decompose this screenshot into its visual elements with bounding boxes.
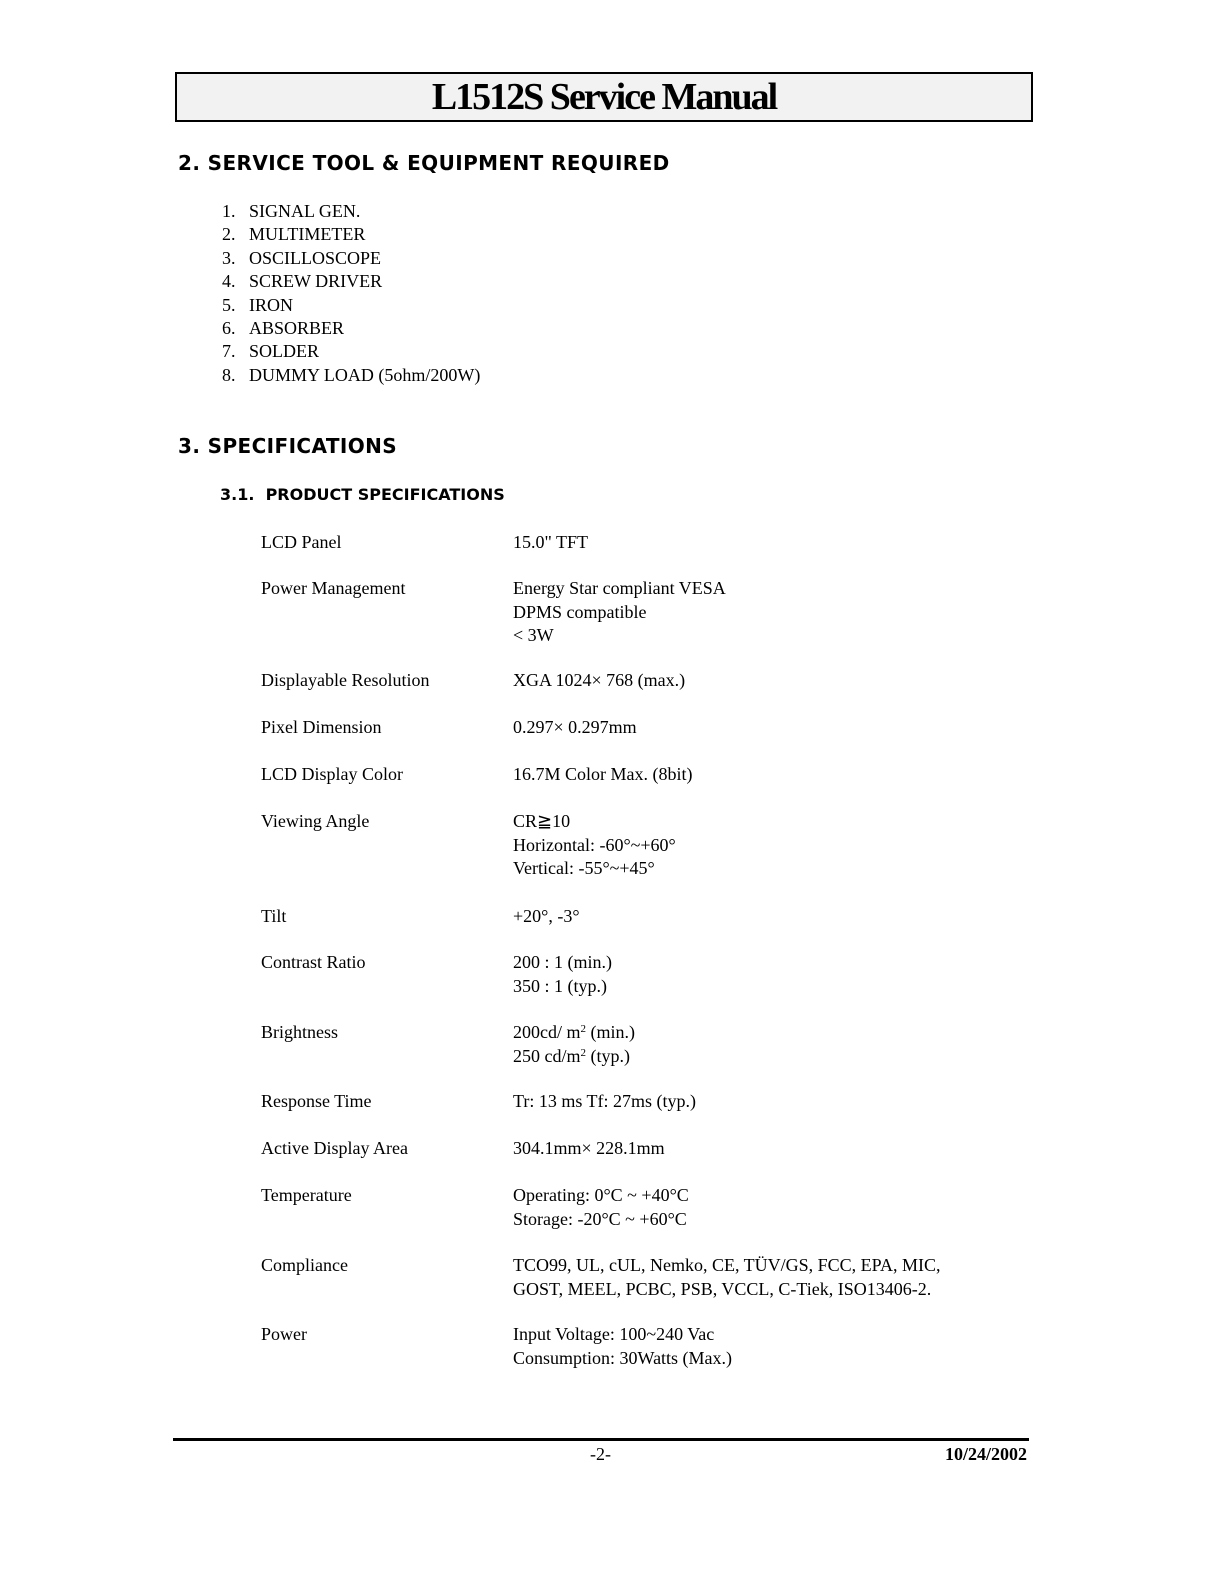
list-text: ABSORBER <box>249 318 345 339</box>
list-number: 8. <box>222 364 236 385</box>
list-number: 5. <box>222 294 236 315</box>
spec-value <box>513 1254 1021 1301</box>
spec-value <box>513 810 1021 881</box>
footer-date: 10/24/2002 <box>944 1444 1027 1464</box>
spec-label: Displayable Resolution <box>261 670 430 690</box>
spec-value-line: GOST, MEEL, PCBC, PSB, VCCL, C-Tiek, ISO13406-2. <box>513 1278 932 1299</box>
footer-rule <box>173 1438 1029 1441</box>
spec-value-line <box>513 1045 1021 1069</box>
spec-row-lcd-panel <box>261 531 1021 555</box>
spec-value-line: XGA 1024× 768 (max.) <box>513 670 686 690</box>
list-text: SCREW DRIVER <box>249 271 383 292</box>
spec-label: Active Display Area <box>261 1138 408 1158</box>
brightness-min-suffix: (min.) <box>586 1022 635 1042</box>
list-item <box>222 270 480 293</box>
spec-value-line: 0.297× 0.297mm <box>513 717 637 737</box>
section-2-heading: 2. SERVICE TOOL & EQUIPMENT REQUIRED <box>178 151 670 175</box>
spec-row-tilt <box>261 905 1021 929</box>
list-text: SIGNAL GEN. <box>249 201 361 221</box>
spec-row-brightness <box>261 1021 1021 1068</box>
spec-label: LCD Display Color <box>261 764 403 784</box>
superscript: 2 <box>580 1023 586 1035</box>
spec-value <box>513 577 1021 648</box>
spec-value-line: < 3W <box>513 625 554 645</box>
list-number: 7. <box>222 341 236 362</box>
spec-row-response-time <box>261 1090 1021 1114</box>
page-number: -2- <box>590 1444 611 1464</box>
tool-list <box>222 200 480 387</box>
spec-row-power <box>261 1323 1021 1370</box>
spec-label: Response Time <box>261 1091 372 1111</box>
spec-value-line: Energy Star compliant VESA <box>513 578 726 598</box>
list-item <box>222 317 480 340</box>
superscript: 2 <box>580 1046 586 1059</box>
spec-value <box>513 1021 1021 1068</box>
spec-value-line: 200 : 1 (min.) <box>513 952 612 972</box>
spec-value <box>513 531 1021 555</box>
spec-label: Compliance <box>261 1255 348 1275</box>
spec-value-line: 16.7M Color Max. (8bit) <box>513 764 693 784</box>
spec-row-active-display-area <box>261 1137 1021 1161</box>
spec-value-line: 15.0" TFT <box>513 532 589 552</box>
section-3-1-heading: 3.1. PRODUCT SPECIFICATIONS <box>220 485 505 504</box>
spec-value-line: CR≧10 <box>513 811 571 831</box>
list-text: MULTIMETER <box>249 224 366 245</box>
spec-value <box>513 763 1021 787</box>
spec-row-power-management <box>261 577 1021 648</box>
list-item <box>222 294 480 317</box>
spec-row-viewing-angle <box>261 810 1021 881</box>
list-number: 1. <box>222 201 236 221</box>
spec-value-line: 304.1mm× 228.1mm <box>513 1138 665 1158</box>
spec-value <box>513 1090 1021 1114</box>
spec-label: Power <box>261 1324 307 1344</box>
spec-value <box>513 905 1021 929</box>
title-box <box>175 72 1033 122</box>
brightness-typ-unit: 250 cd/m <box>513 1045 581 1066</box>
spec-label: Viewing Angle <box>261 811 370 831</box>
list-item <box>222 340 480 363</box>
spec-value-line: 350 : 1 (typ.) <box>513 975 607 996</box>
spec-label: Tilt <box>261 906 287 926</box>
page-title: L1512S Service Manual <box>431 76 777 118</box>
spec-row-contrast-ratio <box>261 951 1021 998</box>
spec-row-lcd-display-color <box>261 763 1021 787</box>
list-item <box>222 364 480 387</box>
list-item <box>222 223 480 246</box>
spec-label: Temperature <box>261 1185 352 1205</box>
spec-value <box>513 1323 1021 1370</box>
spec-value-line: Vertical: -55°~+45° <box>513 858 655 878</box>
list-text: DUMMY LOAD (5ohm/200W) <box>249 364 481 385</box>
spec-value-line: DPMS compatible <box>513 601 647 622</box>
spec-row-temperature <box>261 1184 1021 1231</box>
list-number: 6. <box>222 318 236 339</box>
spec-label: Pixel Dimension <box>261 717 382 737</box>
spec-label: Brightness <box>261 1022 339 1042</box>
spec-value-line: Horizontal: -60°~+60° <box>513 834 676 855</box>
spec-value-line: Tr: 13 ms Tf: 27ms (typ.) <box>513 1091 697 1111</box>
brightness-min-unit: 200cd/ m <box>513 1022 581 1042</box>
list-number: 3. <box>222 247 236 268</box>
spec-value-line: Operating: 0°C ~ +40°C <box>513 1185 689 1205</box>
spec-value-line: Storage: -20°C ~ +60°C <box>513 1208 687 1229</box>
spec-row-pixel-dimension <box>261 716 1021 740</box>
spec-value-line <box>513 1021 1021 1045</box>
spec-value <box>513 716 1021 740</box>
spec-value-line: TCO99, UL, cUL, Nemko, CE, TÜV/GS, FCC, EPA, MIC, <box>513 1255 941 1275</box>
spec-row-compliance <box>261 1254 1021 1301</box>
list-text: SOLDER <box>249 341 320 362</box>
spec-value <box>513 951 1021 998</box>
spec-label: Power Management <box>261 578 406 598</box>
spec-value <box>513 1184 1021 1231</box>
spec-value <box>513 669 1021 693</box>
list-item <box>222 200 480 223</box>
list-text: IRON <box>249 294 293 315</box>
section-3-heading: 3. SPECIFICATIONS <box>178 434 398 458</box>
spec-label: Contrast Ratio <box>261 952 366 972</box>
spec-value-line: Consumption: 30Watts (Max.) <box>513 1347 733 1368</box>
brightness-typ-suffix: (typ.) <box>586 1045 630 1066</box>
spec-value <box>513 1137 1021 1161</box>
spec-value-line: Input Voltage: 100~240 Vac <box>513 1324 715 1344</box>
list-text: OSCILLOSCOPE <box>249 247 382 268</box>
list-item <box>222 247 480 270</box>
spec-label: LCD Panel <box>261 532 342 552</box>
list-number: 4. <box>222 271 236 292</box>
spec-row-displayable-resolution <box>261 669 1021 693</box>
spec-value-line: +20°, -3° <box>513 906 580 926</box>
list-number: 2. <box>222 224 236 245</box>
